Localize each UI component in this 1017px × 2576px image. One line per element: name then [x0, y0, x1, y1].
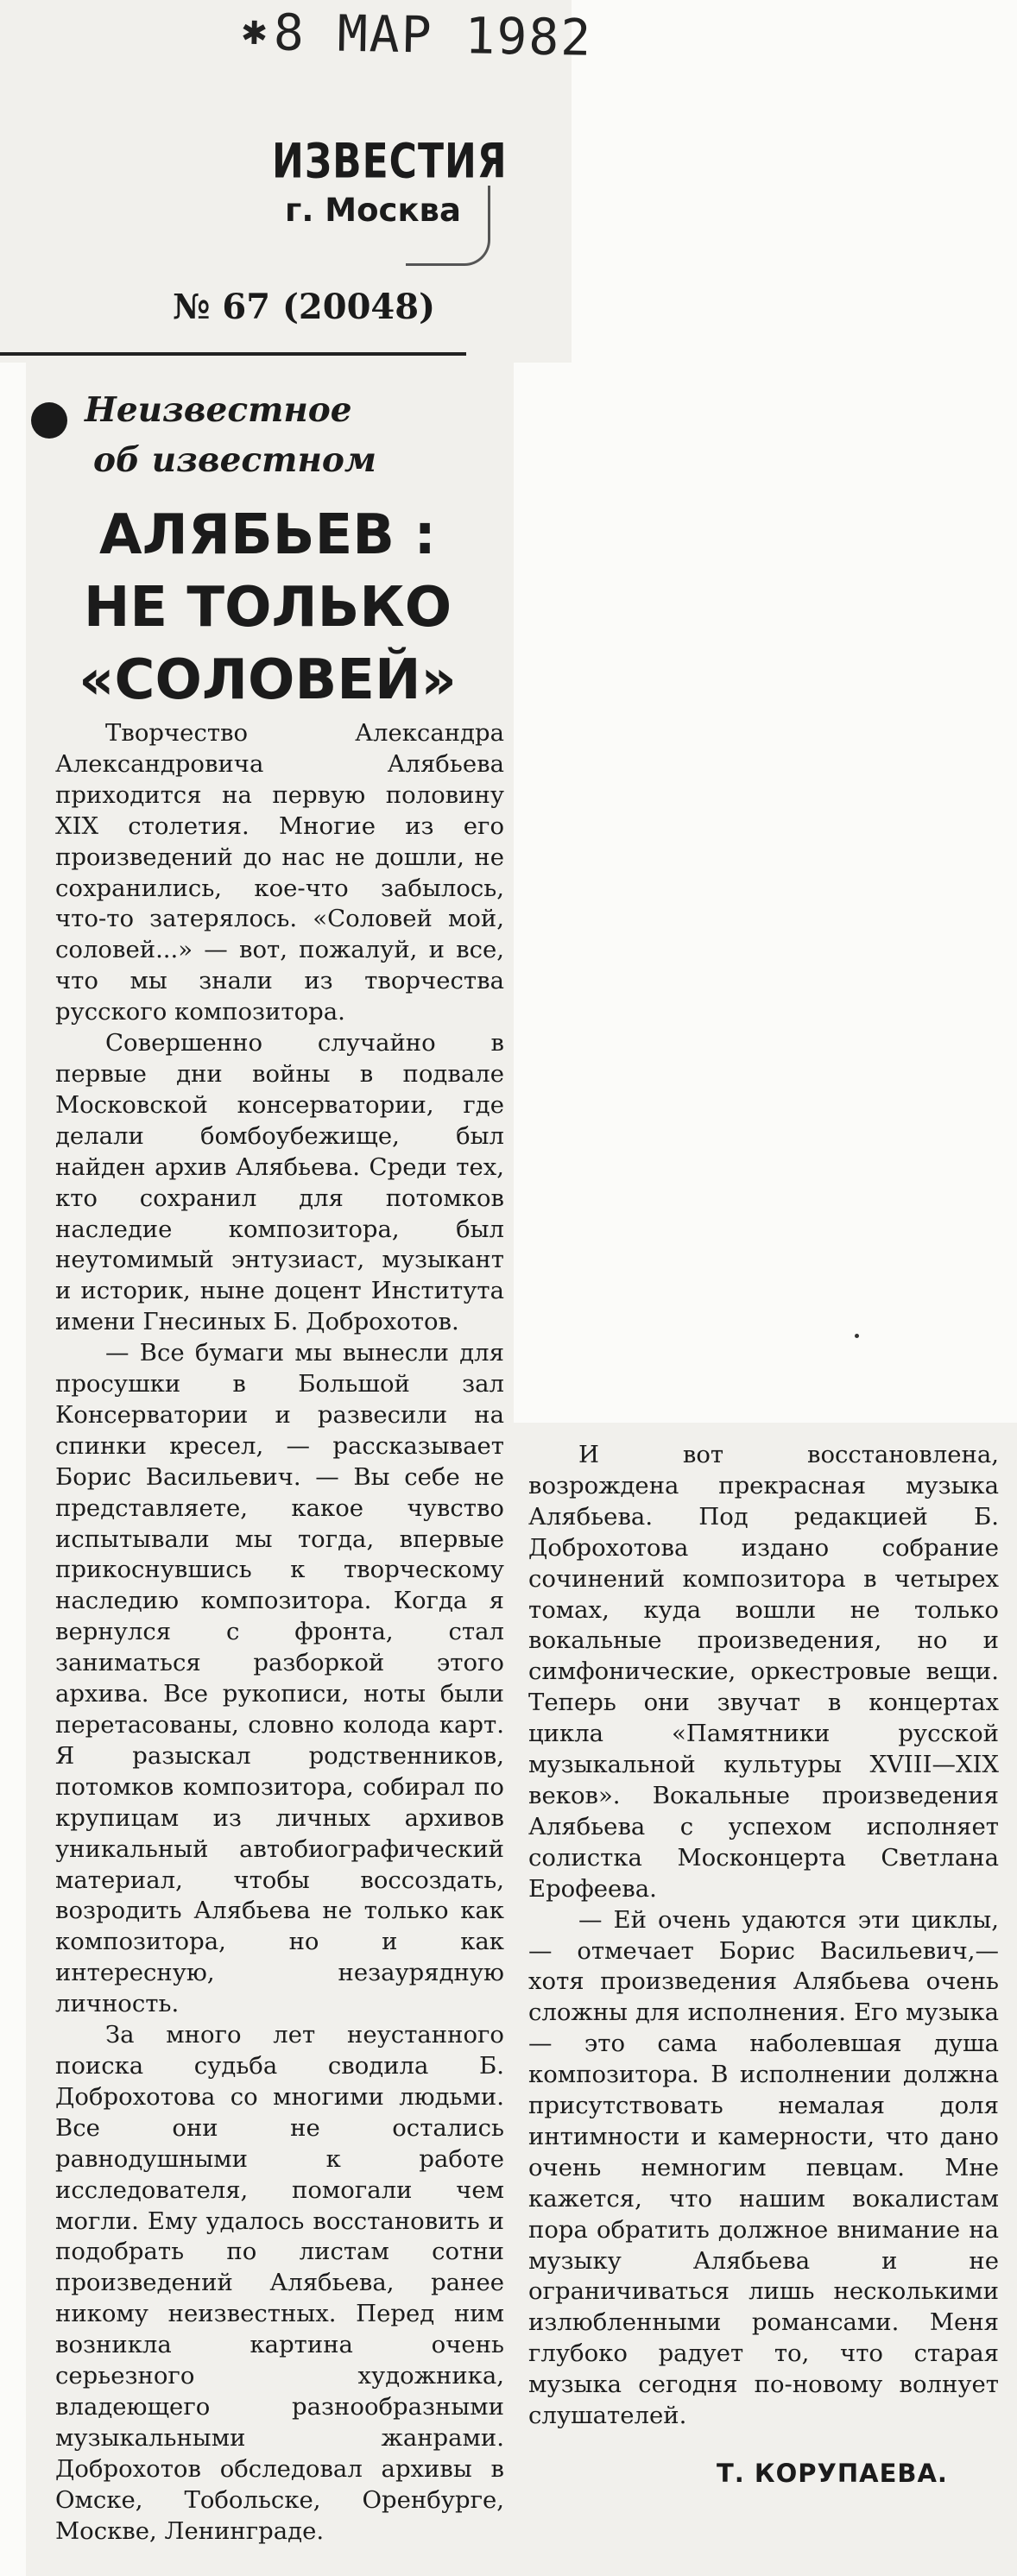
paragraph: За много лет неустанного поиска судьба сводила Б. Доброхотова со многими людьми. Все они не остались равнодушными к работе исследователя, помогали чем могли. Ему удалось восстановить и подобрать по листам сотни произведений Алябьева, ранее никому неизвестных. Перед ним возникла картина очень серьезного художника, владеющего разнообразными музыкальными жанрами. Доброхотов обследовал архивы в Омске, Тобольске, Оренбурге, Москве, Ленинграде. [55, 2021, 504, 2545]
date-stamp [241, 3, 593, 78]
paragraph: Творчество Александра Александровича Алябьева приходится на первую половину XIX столетия. Многие из его произведений до нас не дошли, не сохранились, кое-что забылось, что-то затерялось. «Соловей мой, соловей...» — вот, пожалуй, и все, что мы знали из творчества русского композитора. [55, 719, 504, 1026]
article-column-left [55, 718, 504, 2547]
author-signature: Т. КОРУПАЕВА. [717, 2459, 948, 2488]
paragraph: — Ей очень удаются эти циклы,— отмечает Борис Васильевич,— хотя произведения Алябьева очень сложны для исполнения. Его музыка — это сама наболевшая душа композитора. В исполнении должна присутствовать немалая доля интимности и камерности, что дано очень немногим певцам. Мне кажется, что нашим вокалистам пора обратить должное внимание на музыку Алябьева и не ограничиваться лишь несколькими излюбленными романсами. Меня глубоко радует то, что старая музыка сегодня по-новому волнует слушателей. [528, 1905, 999, 2430]
header-rule [0, 352, 466, 356]
bullet-icon [31, 402, 67, 439]
paragraph: И вот восстановлена, возрождена прекрасная музыка Алябьева. Под редакцией Б. Доброхотова издано собрание сочинений композитора в четырех томах, куда вошли не только вокальные произведения, но и симфонические, оркестровые вещи. Теперь они звучат в концертах цикла «Памятники русской музыкальной культуры XVIII—XIX веков». Вокальные произведения Алябьева с успехом исполняет солистка Москонцерта Светлана Ерофеева. [528, 1441, 999, 1903]
paragraph: Совершенно случайно в первые дни войны в подвале Московской консерватории, где делали бомбоубежище, был найден архив Алябьева. Среди тех, кто сохранил для потомков наследие композитора, был неутомимый энтузиаст, музыкант и историк, ныне доцент Института имени Гнесиных Б. Доброхотов. [55, 1029, 504, 1336]
headline-line: АЛЯБЬЕВ : [99, 503, 436, 567]
stamp-date: 8 МАР 1982 [273, 3, 593, 67]
headline-line: «СОЛОВЕЙ» [79, 648, 457, 712]
newspaper-city: г. Москва [285, 192, 461, 229]
paragraph: — Все бумаги мы вынесли для просушки в Большой зал Консерватории и развесили на спинки кресел, — рассказывает Борис Васильевич. — Вы себе не представляете, какое чувство испытывали мы тогда, впервые прикоснувшись к творческому наследию композитора. Когда я вернулся с фронта, стал заниматься разборкой этого архива. Все рукописи, ноты были перетасованы, словно колода карт. Я разыскал родственников, потомков композитора, собирал по крупицам из личных архивов уникальный автобиографический материал, чтобы воссоздать, возродить Алябьева не только как композитора, но и как интересную, незаурядную личность. [55, 1339, 504, 2018]
stamp-star-icon: ✱ [241, 5, 269, 55]
article-column-right [528, 1440, 999, 2432]
rubric-line: об известном [93, 440, 376, 480]
headline-line: НЕ ТОЛЬКО [83, 576, 452, 640]
paper-speck [855, 1334, 859, 1338]
newspaper-name: ИЗВЕСТИЯ [272, 134, 508, 190]
rubric-line: Неизвестное [85, 390, 352, 430]
headline [0, 499, 535, 717]
issue-number: № 67 (20048) [173, 287, 436, 327]
pen-mark [406, 186, 490, 266]
rubric [85, 385, 376, 485]
